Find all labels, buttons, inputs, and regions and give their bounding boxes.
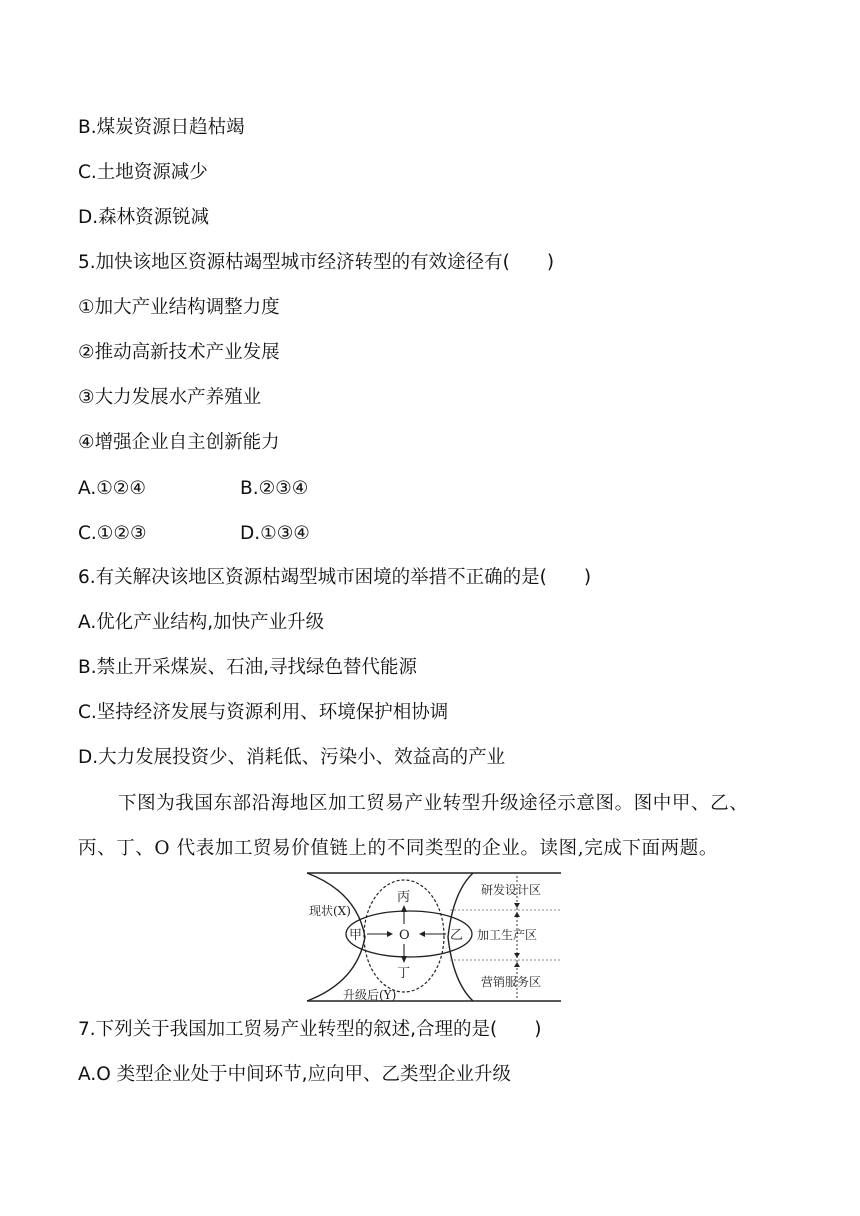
dim-mark-4	[514, 962, 520, 967]
label-o: O	[399, 928, 410, 943]
q6-option-a: A.优化产业结构,加快产业升级	[78, 612, 325, 633]
q5-option-a: A.①②④	[78, 478, 146, 499]
option-c-land: C.土地资源减少	[78, 162, 208, 183]
value-chain-diagram	[305, 870, 563, 1004]
zone-marketing: 营销服务区	[481, 975, 542, 989]
label-bing: 丙	[397, 890, 411, 905]
q6-option-d: D.大力发展投资少、消耗低、污染小、效益高的产业	[78, 747, 506, 768]
dim-mark-2	[514, 912, 520, 917]
dim-mark-3	[514, 953, 520, 958]
label-jia: 甲	[349, 928, 363, 943]
arrowhead-up	[401, 905, 407, 912]
zone-rd-design: 研发设计区	[481, 883, 542, 897]
option-d-forest: D.森林资源锐减	[78, 207, 210, 228]
arrowhead-right	[387, 931, 393, 937]
question-5: 5.加快该地区资源枯竭型城市经济转型的有效途径有( )	[78, 252, 555, 273]
arrowhead-left	[419, 931, 425, 937]
q5-option-b: B.②③④	[240, 478, 309, 499]
q5-item-1: ①加大产业结构调整力度	[78, 297, 280, 318]
arrowhead-down	[401, 956, 407, 963]
intro-paragraph-line-2: 丙、丁、O 代表加工贸易价值链上的不同类型的企业。读图,完成下面两题。	[78, 838, 718, 859]
q5-item-3: ③大力发展水产养殖业	[78, 387, 262, 408]
question-6: 6.有关解决该地区资源枯竭型城市困境的举措不正确的是( )	[78, 567, 592, 588]
q5-options-row-1	[78, 477, 478, 501]
q6-option-b: B.禁止开采煤炭、石油,寻找绿色替代能源	[78, 657, 417, 678]
q6-option-c: C.坚持经济发展与资源利用、环境保护相协调	[78, 702, 449, 723]
q5-options-row-2	[78, 522, 478, 546]
label-ding: 丁	[397, 966, 411, 981]
label-current-x: 现状(X)	[309, 904, 351, 918]
q5-option-c: C.①②③	[78, 523, 147, 544]
q5-option-d: D.①③④	[240, 523, 310, 544]
dim-mark-1	[514, 903, 520, 908]
zone-processing: 加工生产区	[477, 928, 538, 942]
label-yi: 乙	[450, 928, 464, 943]
q5-item-4: ④增强企业自主创新能力	[78, 432, 280, 453]
q7-option-a: A.O 类型企业处于中间环节,应向甲、乙类型企业升级	[78, 1064, 512, 1085]
question-7: 7.下列关于我国加工贸易产业转型的叙述,合理的是( )	[78, 1019, 542, 1040]
label-upgraded-y: 升级后(Y)	[343, 988, 397, 1002]
q5-item-2: ②推动高新技术产业发展	[78, 342, 280, 363]
intro-paragraph-line-1: 下图为我国东部沿海地区加工贸易产业转型升级途径示意图。图中甲、乙、	[118, 793, 749, 814]
option-b-coal: B.煤炭资源日趋枯竭	[78, 117, 245, 138]
